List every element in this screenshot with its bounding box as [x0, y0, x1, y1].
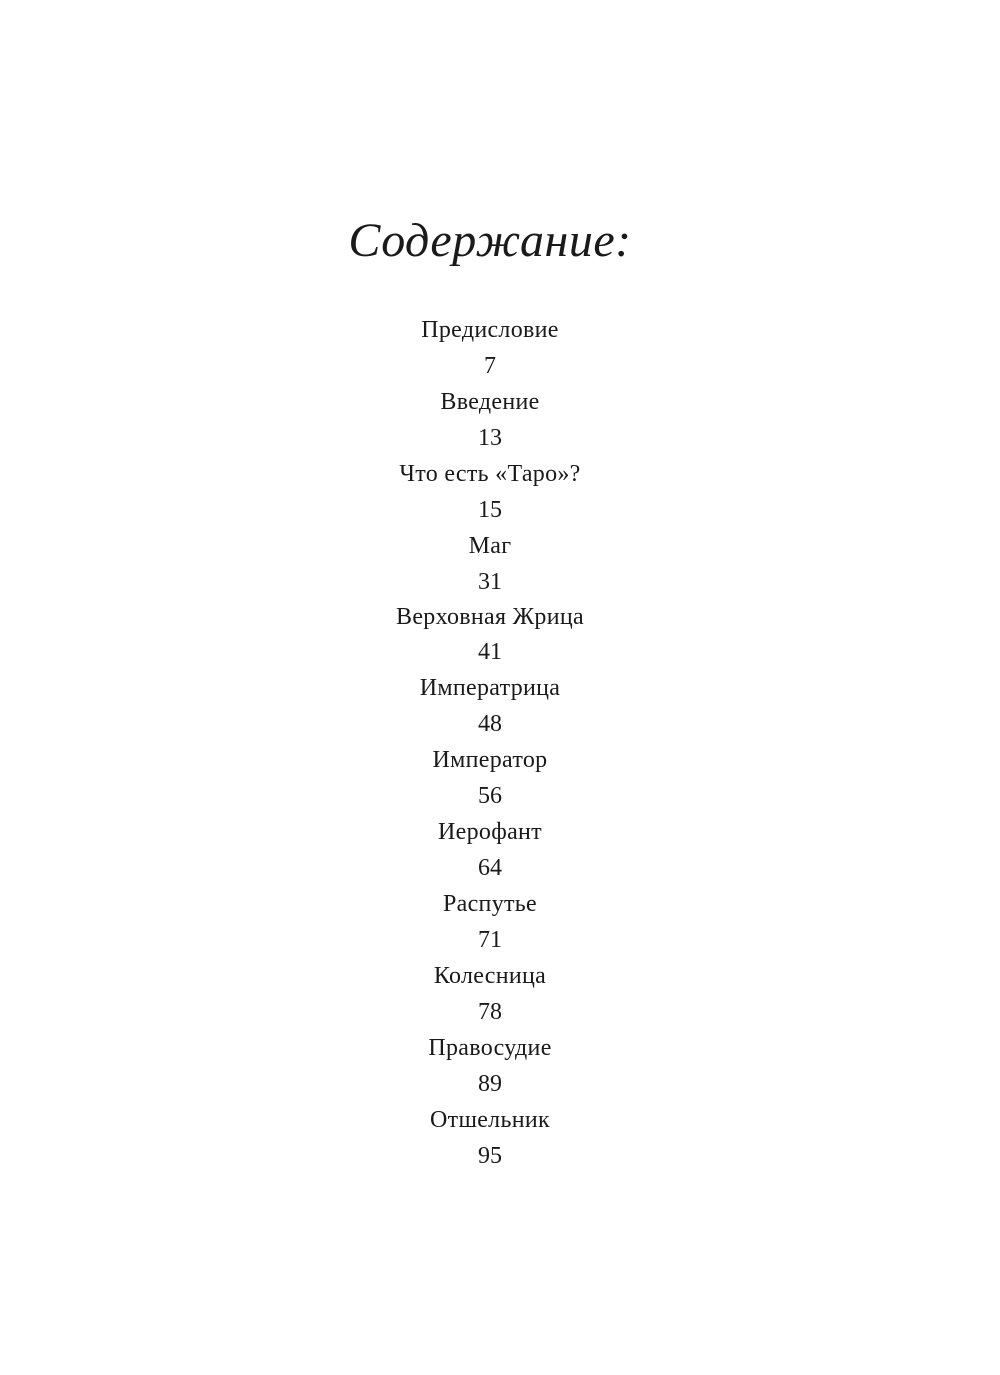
toc-entry-title: Колесница — [433, 963, 547, 989]
toc-entry-title: Маг — [468, 533, 512, 559]
toc-entry — [0, 742, 980, 814]
toc-entry-title: Отшельник — [430, 1107, 550, 1133]
toc-page-number: 95 — [478, 1143, 502, 1169]
toc-page-number: 7 — [484, 353, 496, 379]
toc-page-number: 56 — [478, 783, 502, 809]
toc-page-number: 41 — [478, 639, 502, 665]
toc-page-number: 48 — [478, 711, 502, 737]
toc-entry — [0, 456, 980, 528]
toc-entry — [0, 670, 980, 742]
toc-entry-title: Император — [432, 747, 548, 773]
toc-entry-title: Введение — [440, 389, 540, 415]
toc-entry — [0, 600, 980, 670]
toc-entry — [0, 1030, 980, 1102]
toc-page-number: 31 — [478, 569, 502, 595]
toc-entry — [0, 814, 980, 886]
toc-page-number: 78 — [478, 999, 502, 1025]
toc-entry — [0, 1102, 980, 1174]
toc-entry-title: Правосудие — [428, 1035, 552, 1061]
page-title: Содержание: — [348, 214, 632, 267]
toc-entry-title: Что есть «Таро»? — [399, 461, 581, 487]
toc-entry-title: Императрица — [419, 675, 561, 701]
toc-page-number: 71 — [478, 927, 502, 953]
toc-page-number: 64 — [478, 855, 502, 881]
toc-page-number: 89 — [478, 1071, 502, 1097]
toc-entry — [0, 528, 980, 600]
toc-entry — [0, 886, 980, 958]
toc-page-number: 13 — [478, 425, 502, 451]
toc-entry — [0, 958, 980, 1030]
toc-entry-title: Распутье — [443, 891, 537, 917]
toc-entry — [0, 312, 980, 384]
table-of-contents — [0, 312, 980, 1174]
toc-entry-title: Верховная Жрица — [396, 604, 584, 630]
toc-entry — [0, 384, 980, 456]
toc-entry-title: Предисловие — [421, 317, 559, 343]
toc-page-number: 15 — [478, 497, 502, 523]
toc-entry-title: Иерофант — [438, 819, 542, 845]
